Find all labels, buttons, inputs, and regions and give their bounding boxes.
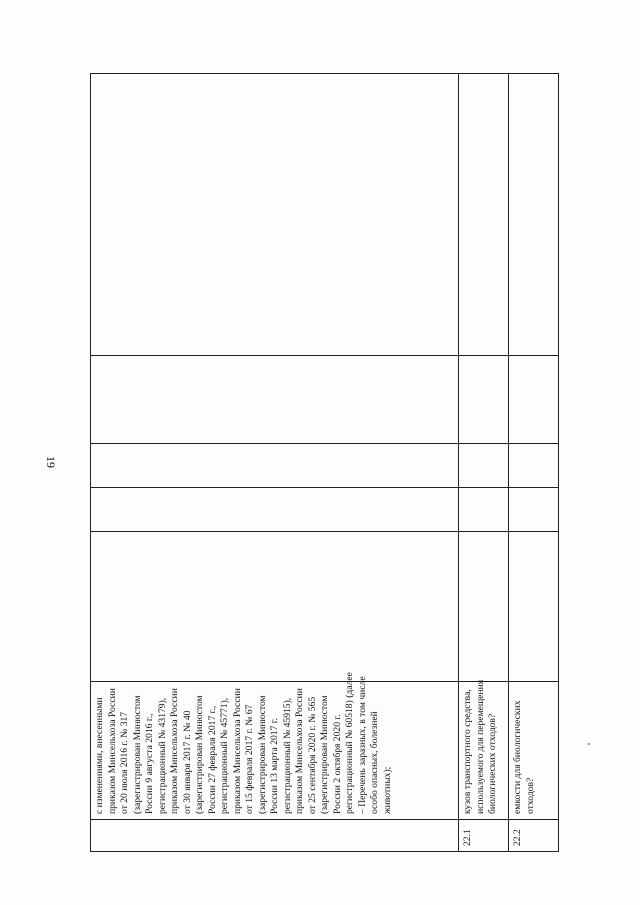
- question-line: приказом Минсельхоза России: [106, 688, 118, 814]
- question-line: (зарегистрирован Минюстом: [319, 695, 330, 814]
- question-line: кузов транспортного средства,: [462, 689, 473, 814]
- row-number-cell: [91, 820, 459, 852]
- question-line: (зарегистрирован Минюстом: [256, 695, 268, 814]
- page-number: 19: [44, 456, 58, 468]
- question-line: регистрационный № 43179),: [156, 697, 168, 814]
- remarks-cell: [509, 74, 559, 356]
- question-line: от 25 сентября 2020 г. № 565: [306, 696, 318, 814]
- answer-yes-cell: [91, 488, 459, 532]
- question-line: биологических отходов?: [487, 713, 498, 814]
- question-line: приказом Минсельхоза России: [294, 688, 305, 814]
- question-line: России 2 октября 2020 г.: [331, 714, 343, 814]
- checklist-table-rotated: [90, 74, 558, 852]
- question-line: от 30 января 2017 г. № 40: [181, 710, 193, 814]
- question-line: приказом Минсельхоза России: [231, 688, 243, 814]
- question-line: особо опасных, болезней: [369, 711, 380, 814]
- reference-cell: [91, 532, 459, 682]
- question-cell: [509, 682, 559, 820]
- question-cell: [91, 672, 459, 820]
- remarks-cell: [459, 74, 509, 356]
- question-line: от 20 июля 2016 г. № 317: [119, 711, 130, 814]
- question-line: – Перечень заразных, в том числе: [356, 676, 368, 814]
- answer-na-cell: [459, 356, 509, 444]
- answer-no-cell: [509, 444, 559, 488]
- question-line: от 15 февраля 2017 г. № 67: [244, 704, 255, 814]
- question-line: животных);: [381, 766, 393, 814]
- row-number-cell: 22.2: [509, 820, 559, 852]
- table-row: [91, 74, 459, 852]
- answer-no-cell: [91, 444, 459, 488]
- reference-cell: [459, 532, 509, 682]
- answer-yes-cell: [509, 488, 559, 532]
- checklist-table: [90, 73, 559, 852]
- question-line: регистрационный № 60518) (далее: [344, 672, 355, 814]
- question-line: регистрационный № 45771),: [219, 697, 230, 814]
- reference-cell: [509, 532, 559, 682]
- answer-na-cell: [91, 356, 459, 444]
- question-line: используемого для перемещения: [474, 679, 486, 814]
- question-line: (зарегистрирован Минюстом: [194, 695, 205, 814]
- remarks-cell: [91, 74, 459, 356]
- question-line: емкости для биологических: [512, 700, 523, 814]
- table-row: [509, 74, 559, 852]
- question-line: приказом Минсельхоза России: [169, 688, 180, 814]
- answer-yes-cell: [459, 488, 509, 532]
- question-line: с изменениями, внесенными: [94, 697, 105, 814]
- question-line: (зарегистрирован Минюстом: [131, 695, 143, 814]
- answer-na-cell: [509, 356, 559, 444]
- table-row: [459, 74, 509, 852]
- question-line: России 9 августа 2016 г.,: [144, 713, 155, 814]
- question-line: России 13 марта 2017 г.: [269, 717, 280, 814]
- scan-speck: [588, 743, 590, 745]
- answer-no-cell: [459, 444, 509, 488]
- question-line: регистрационный № 45915),: [281, 697, 293, 814]
- row-number-cell: 22.1: [459, 820, 509, 852]
- question-line: отходов?: [524, 777, 536, 814]
- question-cell: [459, 679, 509, 820]
- question-line: России 27 февраля 2017 г.,: [206, 705, 218, 814]
